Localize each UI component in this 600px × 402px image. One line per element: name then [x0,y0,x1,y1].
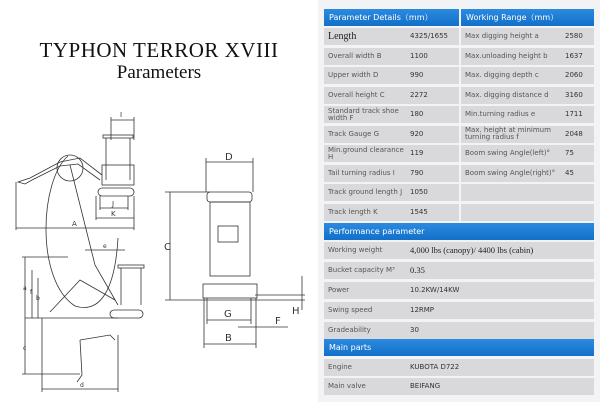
table-row [324,28,594,45]
range-value: 2580 [561,28,594,45]
table-row [324,48,594,65]
parameter-name: Track Gauge G [324,126,406,143]
range-name: Boom swing Angle(right)° [461,165,561,182]
label-I: I [120,111,123,119]
parameter-value: 1100 [406,48,459,65]
parameter-name: Min.ground clearance H [324,145,406,162]
main-parts-header-row [324,339,594,356]
specification-panel [318,0,600,402]
parameter-name: Track length K [324,204,406,221]
part-name: Engine [324,359,406,376]
table-row [324,302,594,319]
performance-name: Gradeability [324,322,406,339]
performance-name: Power [324,282,406,299]
table-header [324,9,594,26]
range-name: Max digging height a [461,28,561,45]
table-row [324,145,594,162]
table-row [324,378,594,395]
label-A: A [72,220,77,228]
parameter-value: 4325/1655 [406,28,459,45]
table-row [324,359,594,376]
table-row [324,242,594,259]
range-value: 2048 [561,126,594,143]
range-value: 3160 [561,87,594,104]
range-name: Max. digging depth c [461,67,561,84]
side-view-drawing [16,117,134,230]
label-a: a [23,285,27,292]
working-range-header: Working Range（mm） [461,9,594,26]
range-name [461,204,561,221]
part-value: BEIFANG [406,378,594,395]
part-name: Main valve [324,378,406,395]
range-value: 75 [561,145,594,162]
range-name: Max. height at minimum turning radius f [461,126,561,143]
parameter-details-header: Parameter Details（mm） [324,9,459,26]
label-J: J [112,200,115,208]
performance-name: Bucket capacity M³ [324,262,406,279]
performance-name: Working weight [324,242,406,259]
table-row [324,165,594,182]
parameter-value: 920 [406,126,459,143]
range-name: Max.unloading height b [461,48,561,65]
label-B: B [225,333,232,344]
table-row [324,126,594,143]
label-d: d [80,382,84,389]
performance-name: Swing speed [324,302,406,319]
label-F: F [275,316,281,327]
label-b: b [36,295,40,302]
range-value: 1637 [561,48,594,65]
parameter-name: Overall height C [324,87,406,104]
range-name: Boom swing Angle(left)° [461,145,561,162]
performance-value: 12RMP [406,302,594,319]
parameter-value: 2272 [406,87,459,104]
performance-header: Performance parameter [324,223,594,240]
table-row [324,184,594,201]
label-K: K [111,210,116,218]
performance-value: 0.35 [406,262,594,279]
range-value [561,204,594,221]
page-subtitle: Parameters [116,62,202,83]
range-value: 1711 [561,106,594,123]
range-value [561,184,594,201]
range-name: Max. digging distance d [461,87,561,104]
parameter-name: Upper width D [324,67,406,84]
table-row [324,87,594,104]
front-view-drawing [165,158,305,348]
excavator-dimension-diagram [0,100,318,402]
table-row [324,204,594,221]
label-G: G [224,309,232,320]
range-name: Min.turning radius e [461,106,561,123]
part-value: KUBOTA D722 [406,359,594,376]
performance-header-row [324,223,594,240]
parameter-value: 1545 [406,204,459,221]
range-name [461,184,561,201]
label-D: D [225,152,233,163]
range-value: 2060 [561,67,594,84]
parameter-name: Standard track shoe width F [324,106,406,123]
label-C: C [164,242,171,253]
parameter-value: 1050 [406,184,459,201]
performance-value: 10.2KW/14KW [406,282,594,299]
page-title: TYPHON TERROR XVIII [39,38,279,62]
working-range-drawing [22,155,144,392]
table-row [324,106,594,123]
main-parts-header: Main parts [324,339,594,356]
parameter-name: Length [324,28,406,45]
parameter-value: 119 [406,145,459,162]
parameter-name: Overall width B [324,48,406,65]
performance-value: 30 [406,322,594,339]
parameter-name: Tail turning radius I [324,165,406,182]
label-f: f [30,289,33,296]
label-c: c [23,345,27,352]
parameter-value: 790 [406,165,459,182]
range-value: 45 [561,165,594,182]
parameter-value: 990 [406,67,459,84]
table-row [324,262,594,279]
table-row [324,67,594,84]
label-H: H [292,306,300,317]
parameter-name: Track ground length J [324,184,406,201]
label-e: e [103,243,107,250]
performance-value: 4,000 lbs (canopy)/ 4400 lbs (cabin) [406,242,594,259]
table-row [324,282,594,299]
parameter-value: 180 [406,106,459,123]
table-row [324,322,594,339]
